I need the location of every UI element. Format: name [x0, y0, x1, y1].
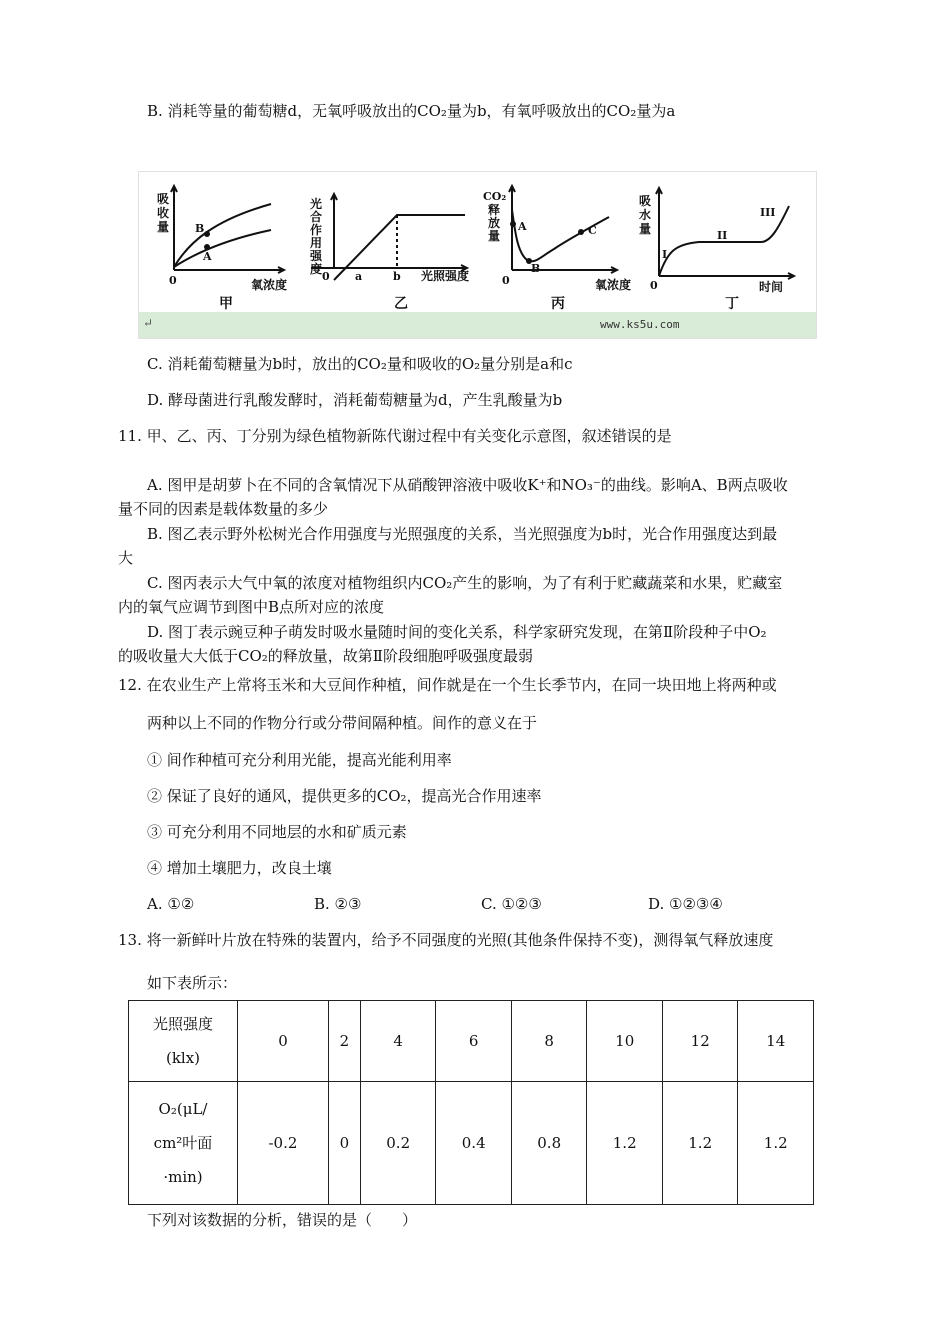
table-cell: 8	[511, 1001, 587, 1082]
table-cell: 4	[360, 1001, 436, 1082]
figure-footer-strip	[139, 312, 816, 338]
bing-ylabel-4: 量	[488, 229, 501, 243]
bing-xlabel: 氧浓度	[595, 278, 632, 292]
yi-tick-a: a	[355, 270, 363, 283]
q13-question-line: 下列对该数据的分析，错误的是（ ）	[147, 1211, 418, 1229]
table-cell: 2	[328, 1001, 360, 1082]
q11-option-d-2: 的吸收量大大低于CO₂的释放量，故第Ⅱ阶段细胞呼吸强度最弱	[118, 647, 533, 665]
table-cell: 1.2	[738, 1082, 814, 1205]
watermark-text: www.ks5u.com	[600, 318, 680, 331]
q11-option-a-2: 量不同的因素是载体数量的多少	[118, 500, 329, 518]
yi-ylabel-3: 作	[310, 223, 323, 237]
q11-stem: 11. 甲、乙、丙、丁分别为绿色植物新陈代谢过程中有关变化示意图，叙述错误的是	[118, 427, 672, 445]
q11-option-b-1: B. 图乙表示野外松树光合作用强度与光照强度的关系，当光照强度为b时，光合作用强度达到最	[147, 525, 778, 543]
option-c-line: C. 消耗葡萄糖量为b时，放出的CO₂量和吸收的O₂量分别是a和c	[147, 355, 573, 373]
figure-four-graphs	[138, 171, 817, 339]
bing-ylabel-3: 放	[488, 216, 501, 230]
bing-point-c	[578, 229, 584, 235]
yi-origin: 0	[322, 270, 330, 283]
q12-statement-4: ④ 增加土壤肥力，改良土壤	[147, 859, 332, 877]
yi-xlabel: 光照强度	[421, 269, 470, 283]
table-cell: 0.4	[436, 1082, 512, 1205]
q11-option-c-1: C. 图丙表示大气中氧的浓度对植物组织内CO₂产生的影响，为了有利于贮藏蔬菜和水果，贮藏室	[147, 574, 783, 592]
q12-option-c: C. ①②③	[481, 895, 542, 913]
bing-ylabel-1: CO₂	[483, 190, 507, 203]
jia-label-a: A	[203, 250, 212, 263]
table-cell: 12	[662, 1001, 738, 1082]
q12-statement-2: ② 保证了良好的通风，提供更多的CO₂，提高光合作用速率	[147, 787, 542, 805]
q12-option-a: A. ①②	[147, 895, 195, 913]
q12-option-b: B. ②③	[314, 895, 362, 913]
graph-yi	[311, 194, 467, 280]
table-cell: 0	[238, 1001, 329, 1082]
light-label: 光照强度	[152, 1015, 213, 1033]
jia-ylabel-1: 吸	[157, 192, 170, 206]
jia-ylabel-2: 收	[157, 206, 170, 220]
q12-statement-3: ③ 可充分利用不同地层的水和矿质元素	[147, 823, 407, 841]
q11-option-d-1: D. 图丁表示豌豆种子萌发时吸水量随时间的变化关系，科学家研究发现，在第Ⅱ阶段种子中O₂	[147, 623, 767, 641]
ding-stage-3: III	[760, 206, 776, 219]
table-cell: 1.2	[587, 1082, 663, 1205]
yi-ylabel-2: 合	[310, 210, 323, 224]
ding-ylabel-2: 水	[639, 208, 652, 222]
table-cell: -0.2	[238, 1082, 329, 1205]
jia-caption: 甲	[219, 296, 233, 312]
q13-stem-2: 如下表所示：	[147, 974, 238, 992]
table-cell: 0.8	[511, 1082, 587, 1205]
light-unit: (klx)	[165, 1049, 201, 1067]
table-row-oxygen	[129, 1082, 814, 1205]
ding-ylabel-3: 量	[639, 222, 652, 236]
bing-point-a	[510, 221, 516, 227]
table-cell: 1.2	[662, 1082, 738, 1205]
bing-ylabel-2: 释	[488, 203, 501, 217]
ding-origin: 0	[650, 279, 658, 292]
jia-ylabel-3: 量	[157, 220, 170, 234]
jia-origin: 0	[169, 274, 177, 287]
q11-option-a-1: A. 图甲是胡萝卜在不同的含氧情况下从硝酸钾溶液中吸收K⁺和NO₃⁻的曲线。影响A、B两点吸收	[147, 476, 788, 494]
q11-option-c-2: 内的氧气应调节到图中B点所对应的浓度	[118, 598, 385, 616]
table-header-light	[129, 1001, 238, 1082]
ding-ylabel-1: 吸	[639, 194, 652, 208]
bing-caption: 丙	[551, 296, 565, 312]
q11-option-b-2: 大	[118, 549, 134, 567]
q12-stem-1: 12. 在农业生产上常将玉米和大豆间作种植，间作就是在一个生长季节内，在同一块田地上将两种或	[118, 676, 777, 694]
q12-statement-1: ① 间作种植可充分利用光能，提高光能利用率	[147, 751, 452, 769]
yi-ylabel-5: 强	[310, 249, 323, 263]
ding-stage-1: I	[662, 248, 668, 261]
yi-tick-b: b	[393, 270, 401, 283]
table-header-oxygen	[129, 1082, 238, 1205]
table-cell: 0	[328, 1082, 360, 1205]
option-b-line: B. 消耗等量的葡萄糖d，无氧呼吸放出的CO₂量为b，有氧呼吸放出的CO₂量为a	[147, 102, 676, 120]
table-cell: 10	[587, 1001, 663, 1082]
table-cell: 0.2	[360, 1082, 436, 1205]
bing-label-b: B	[531, 262, 541, 275]
ding-stage-2: II	[717, 229, 728, 242]
yi-caption: 乙	[394, 296, 408, 312]
bing-origin: 0	[502, 274, 510, 287]
oxygen-label-3: ·min)	[163, 1168, 203, 1186]
jia-label-b: B	[195, 222, 205, 235]
jia-xlabel: 氧浓度	[251, 278, 288, 292]
oxygen-label-1: O₂(μL/	[158, 1100, 208, 1118]
oxygen-label-2: cm²叶面	[153, 1134, 213, 1152]
bing-label-c: C	[588, 224, 597, 237]
q13-stem-1: 13. 将一新鲜叶片放在特殊的装置内，给予不同强度的光照(其他条件保持不变)，测得氧气释放速度	[118, 931, 774, 949]
jia-point-b	[204, 231, 210, 237]
q12-option-d: D. ①②③④	[648, 895, 723, 913]
ding-xlabel: 时间	[759, 280, 784, 294]
return-mark: ↵	[143, 316, 154, 330]
q12-stem-2: 两种以上不同的作物分行或分带间隔种植。间作的意义在于	[147, 714, 538, 732]
yi-ylabel-1: 光	[310, 197, 323, 211]
light-oxygen-table	[128, 1000, 814, 1205]
yi-ylabel-6: 度	[310, 262, 323, 276]
graph-jia	[171, 186, 284, 273]
table-cell: 14	[738, 1001, 814, 1082]
option-d-line: D. 酵母菌进行乳酸发酵时，消耗葡萄糖量为d，产生乳酸量为b	[147, 391, 563, 409]
table-row-light	[129, 1001, 814, 1082]
table-cell: 6	[436, 1001, 512, 1082]
bing-label-a: A	[518, 220, 527, 233]
yi-ylabel-4: 用	[310, 236, 323, 250]
ding-caption: 丁	[725, 296, 739, 312]
